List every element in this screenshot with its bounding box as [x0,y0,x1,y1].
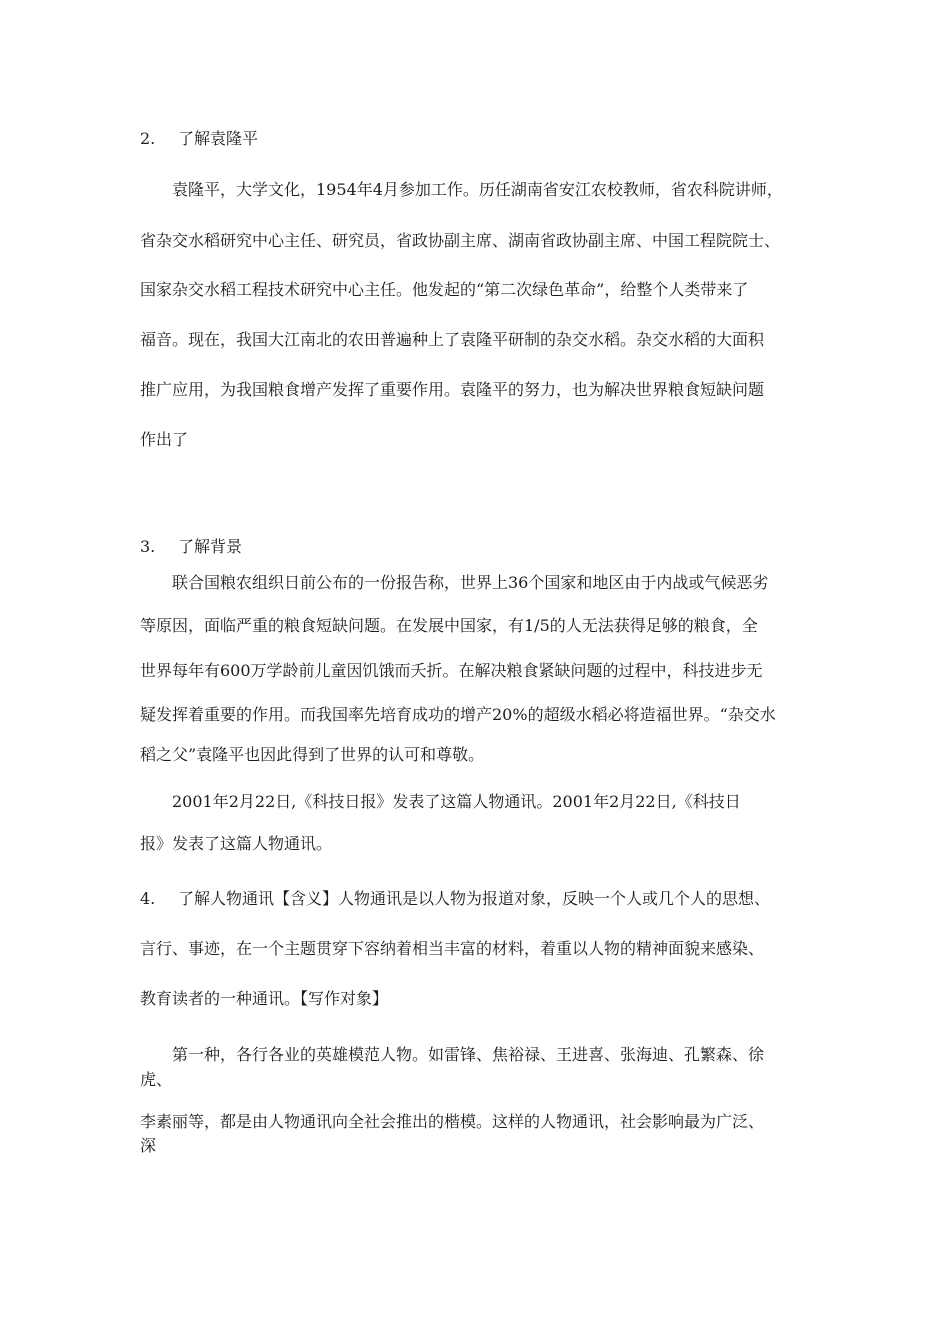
paragraph-line: 等原因，面临严重的粮食短缺问题。在发展中国家，有1/5的人无法获得足够的粮食，全 [140,616,758,635]
section-3-heading [140,536,242,558]
paragraph-line: 疑发挥着重要的作用。而我国率先培育成功的增产20%的超级水稻必将造福世界。“杂交水 [140,705,776,724]
paragraph-line: 联合国粮农组织日前公布的一份报告称，世界上36个国家和地区由于内战或气候恶劣 [172,573,769,592]
paragraph-line: 国家杂交水稻工程技术研究中心主任。他发起的“第二次绿色革命”，给整个人类带来了 [140,280,749,299]
paragraph-line: 李素丽等，都是由人物通讯向全社会推出的楷模。这样的人物通讯，社会影响最为广泛、 [140,1112,765,1131]
paragraph-line: 教育读者的一种通讯。【写作对象】 [140,989,389,1008]
paragraph-line: 2001年2月22日,《科技日报》发表了这篇人物通讯。2001年2月22日,《科技日 [172,792,741,811]
section-title: 了解袁隆平 [178,129,259,148]
paragraph-line: 深 [140,1136,157,1155]
paragraph-line: 推广应用，为我国粮食增产发挥了重要作用。袁隆平的努力，也为解决世界粮食短缺问题 [140,380,765,399]
section-title: 了解背景 [178,537,243,556]
section-number: 4. [140,889,156,908]
section-2-heading [140,128,258,150]
paragraph-line: 袁隆平，大学文化，1954年4月参加工作。历任湖南省安江农校教师，省农科院讲师， [172,180,783,199]
section-number: 3. [140,537,156,556]
paragraph-line: 省杂交水稻研究中心主任、研究员，省政协副主席、湖南省政协副主席、中国工程院院士、 [140,231,781,250]
section-4-heading [140,888,770,910]
paragraph-line: 稻之父”袁隆平也因此得到了世界的认可和尊敬。 [140,745,485,764]
paragraph-line: 第一种，各行各业的英雄模范人物。如雷锋、焦裕禄、王进喜、张海迪、孔繁森、徐 [172,1045,765,1064]
paragraph-line: 虎、 [140,1070,173,1089]
section-number: 2. [140,129,156,148]
paragraph-line: 作出了 [140,430,189,449]
paragraph-line: 福音。现在，我国大江南北的农田普遍种上了袁隆平研制的杂交水稻。杂交水稻的大面积 [140,330,765,349]
paragraph-line: 报》发表了这篇人物通讯。 [140,834,333,853]
paragraph-line: 言行、事迹，在一个主题贯穿下容纳着相当丰富的材料，着重以人物的精神面貌来感染、 [140,939,765,958]
section-title: 了解人物通讯【含义】人物通讯是以人物为报道对象，反映一个人或几个人的思想、 [178,889,771,908]
paragraph-line: 世界每年有600万学龄前儿童因饥饿而夭折。在解决粮食紧缺问题的过程中，科技进步无 [140,661,763,680]
